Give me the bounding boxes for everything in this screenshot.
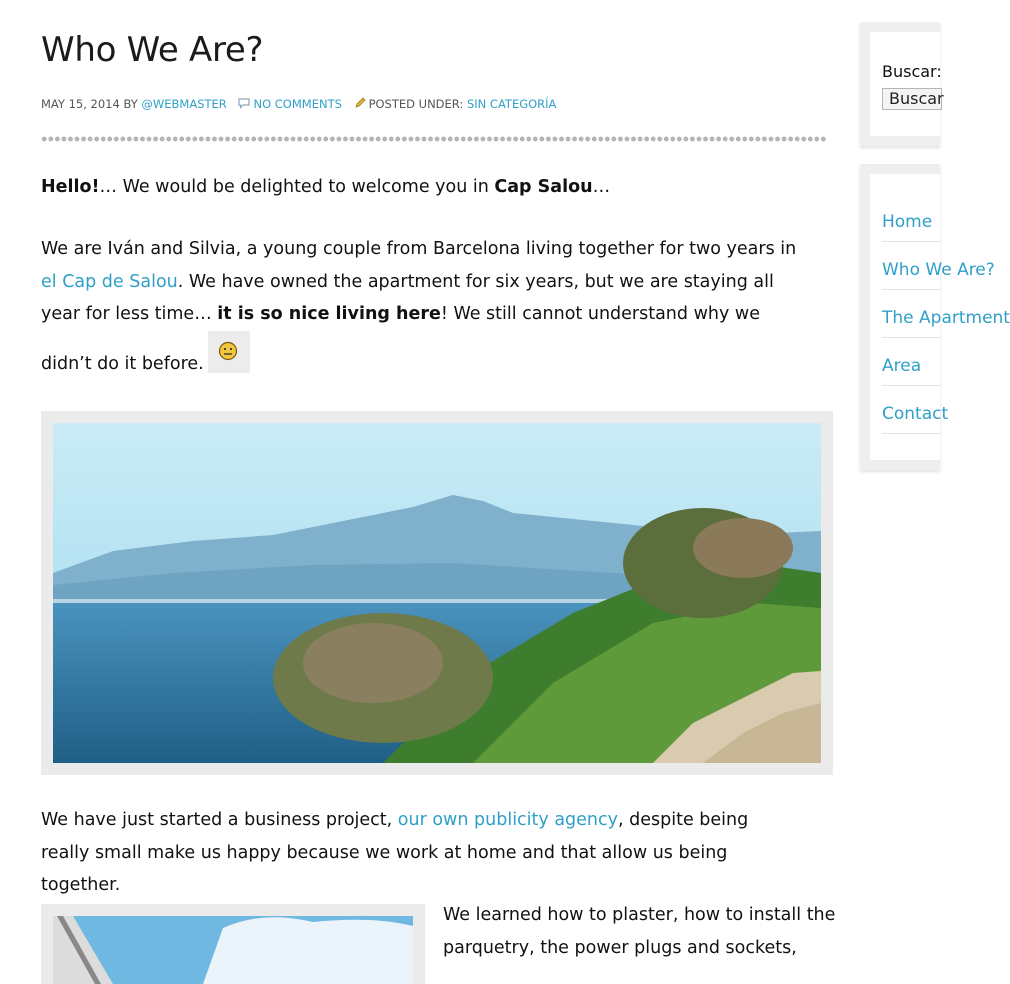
publicity-agency-link[interactable]: our own publicity agency bbox=[397, 810, 618, 830]
about-text-1: We are Iván and Silvia, a young couple from Barcelona living together for two years in bbox=[41, 239, 797, 259]
renovation-paragraph: We learned how to plaster, how to install the parquetry, the power plugs and sockets, bbox=[443, 905, 836, 958]
search-widget bbox=[860, 22, 944, 146]
about-text-3: ! We still cannot understand why we didn’t do it before. bbox=[41, 304, 760, 374]
building-photo bbox=[41, 904, 425, 984]
author-link[interactable]: @WEBMASTER bbox=[141, 97, 227, 111]
intro-paragraph bbox=[41, 171, 821, 204]
business-text-2: , despite being really small make us happy because we work at home and that allow us being together. bbox=[41, 810, 749, 895]
about-text-2: . We have owned the apartment for six years, but we are staying all year for less time… bbox=[41, 271, 774, 324]
posted-under-label: POSTED UNDER: bbox=[368, 97, 464, 111]
coast-photo bbox=[41, 411, 833, 775]
hello-text: Hello! bbox=[41, 177, 100, 197]
search-button[interactable]: Buscar bbox=[882, 88, 942, 110]
pencil-icon bbox=[354, 97, 366, 112]
comments-link[interactable]: NO COMMENTS bbox=[253, 97, 342, 111]
intro-ellipsis: … bbox=[592, 177, 611, 197]
sidebar-menu bbox=[882, 194, 1010, 434]
menu-item-who-we-are[interactable]: Who We Are? bbox=[882, 242, 940, 290]
intro-text: … We would be delighted to welcome you in bbox=[99, 177, 495, 197]
menu-item-home[interactable]: Home bbox=[882, 194, 940, 242]
post-meta bbox=[41, 97, 556, 112]
search-widget-inner bbox=[870, 32, 940, 136]
business-paragraph bbox=[41, 804, 801, 902]
cap-salou-text: Cap Salou bbox=[494, 177, 593, 197]
menu-item-area[interactable]: Area bbox=[882, 338, 940, 386]
search-label: Buscar: bbox=[882, 62, 942, 81]
post-by: BY bbox=[123, 97, 138, 111]
comment-bubble-icon bbox=[238, 98, 250, 112]
about-bold: it is so nice living here bbox=[217, 304, 441, 324]
business-text-1: We have just started a business project, bbox=[41, 810, 398, 830]
cap-de-salou-link[interactable]: el Cap de Salou bbox=[41, 271, 178, 292]
post-date: MAY 15, 2014 bbox=[41, 97, 120, 111]
post-title: Who We Are? bbox=[41, 30, 264, 70]
menu-item-apartment[interactable]: The Apartment bbox=[882, 290, 940, 338]
dotted-divider bbox=[41, 136, 827, 142]
smiley-icon bbox=[208, 331, 250, 373]
menu-item-contact[interactable]: Contact bbox=[882, 386, 940, 434]
nav-widget bbox=[860, 164, 1010, 470]
about-paragraph bbox=[41, 233, 816, 380]
category-link[interactable]: SIN CATEGORÍA bbox=[466, 97, 557, 111]
